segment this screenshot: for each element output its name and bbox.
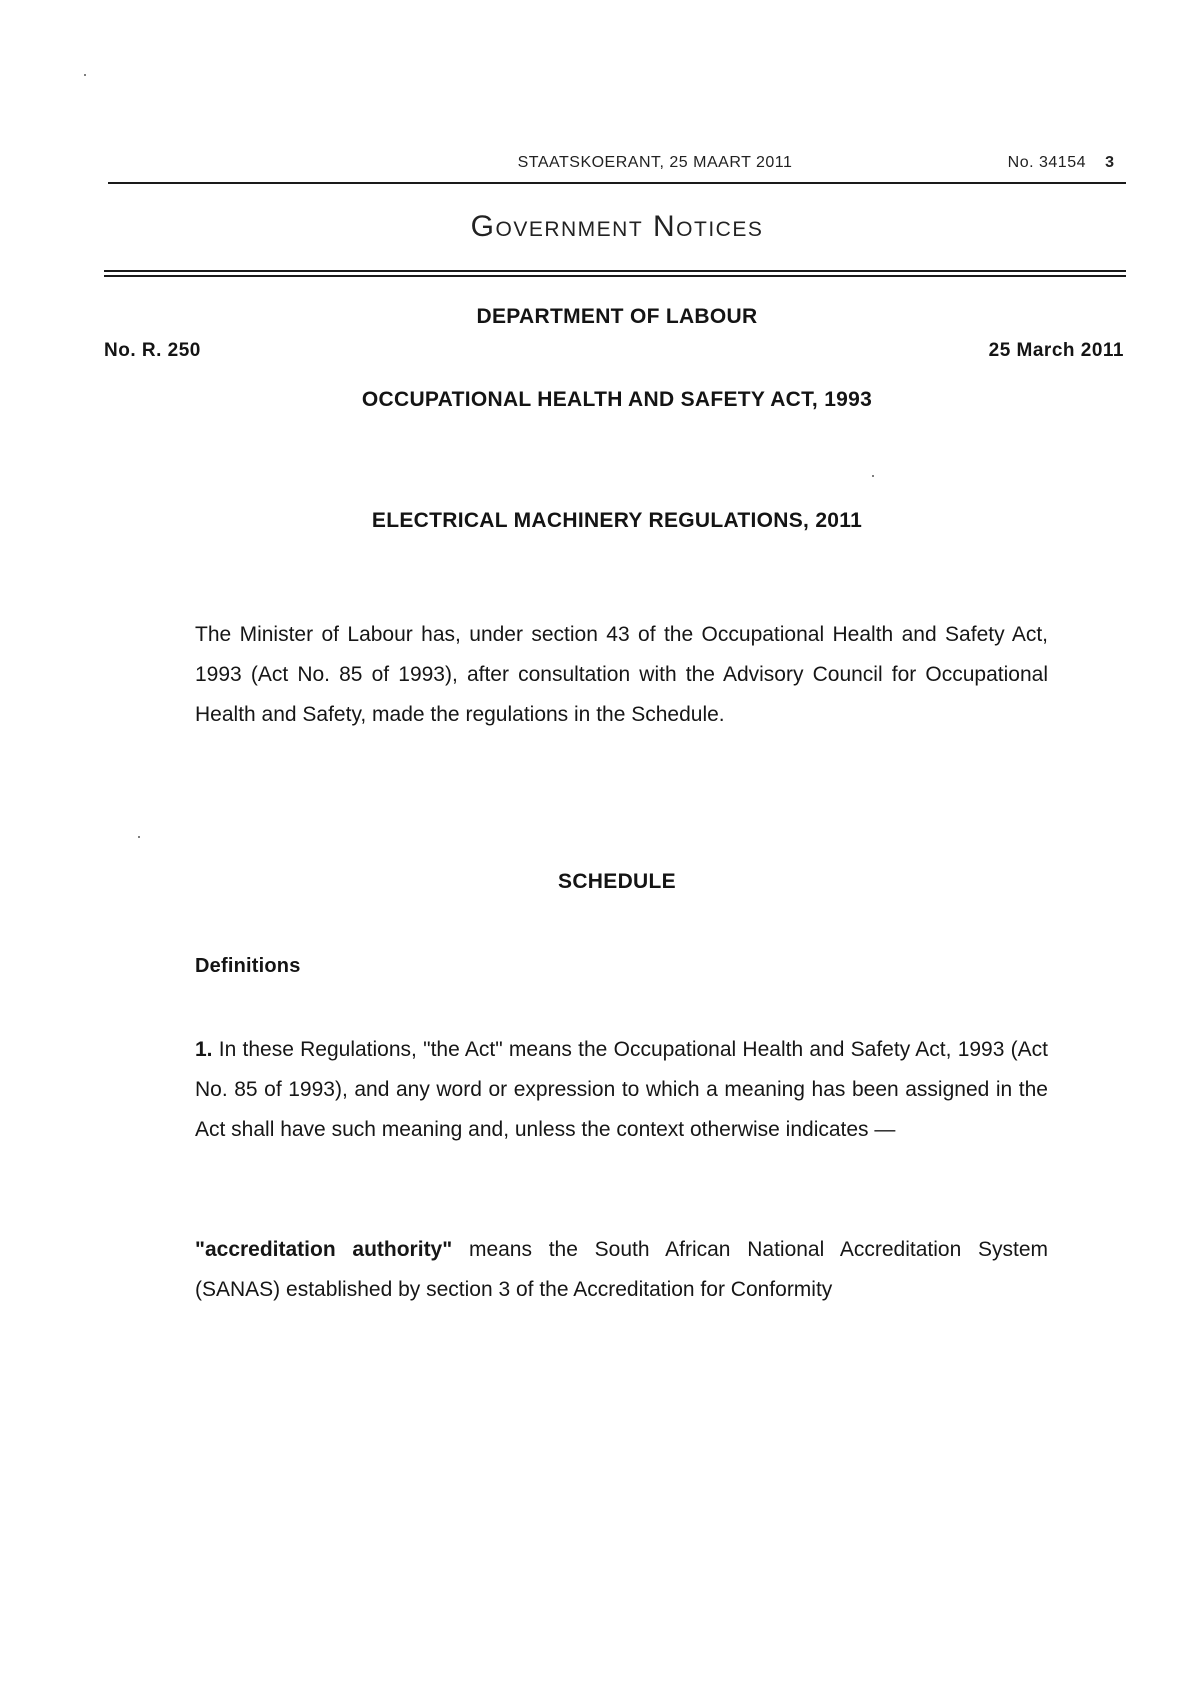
scan-speck — [84, 74, 86, 76]
regulation-1-text: In these Regulations, "the Act" means the Occupational Health and Safety Act, 1993 (Act No. 85 of 1993), and any word or expression to which a meaning has been assigned in the Act shall have such meaning and, unless the context otherwise indicates — — [195, 1038, 1048, 1141]
definition-text: means the South African National Accreditation System (SANAS) established by section 3 of the Accreditation for Conformity — [195, 1238, 1048, 1301]
gazette-title: STAATSKOERANT, 25 MAART 2011 — [517, 154, 793, 171]
regulations-title: ELECTRICAL MACHINERY REGULATIONS, 2011 — [371, 509, 863, 532]
scan-speck — [872, 475, 874, 477]
section-double-rule — [104, 270, 1126, 277]
regulation-1-number: 1. — [195, 1038, 213, 1061]
preamble-paragraph: The Minister of Labour has, under section 43 of the Occupational Health and Safety Act, 1993 (Act No. 85 of 1993), after consultation with the Advisory Council for Occupational Health and Safety, made the regulations in the Schedule. — [195, 623, 1048, 726]
department-heading: DEPARTMENT OF LABOUR — [476, 305, 758, 328]
regulation-1-paragraph — [195, 1030, 1048, 1150]
scan-speck — [138, 836, 140, 838]
running-header — [108, 150, 1126, 180]
issue-number: No. 34154 — [1007, 154, 1086, 171]
definition-term: "accreditation authority" — [195, 1238, 453, 1261]
notice-number: No. R. 250 — [104, 340, 201, 361]
page-number: 3 — [1105, 154, 1114, 171]
header-rule — [108, 182, 1126, 184]
notice-date: 25 March 2011 — [988, 340, 1124, 361]
section-banner: Government Notices — [470, 210, 764, 243]
definition-accreditation-authority — [195, 1230, 1048, 1310]
act-title: OCCUPATIONAL HEALTH AND SAFETY ACT, 1993 — [361, 388, 873, 411]
schedule-heading: SCHEDULE — [558, 870, 676, 893]
definitions-heading: Definitions — [195, 955, 301, 977]
